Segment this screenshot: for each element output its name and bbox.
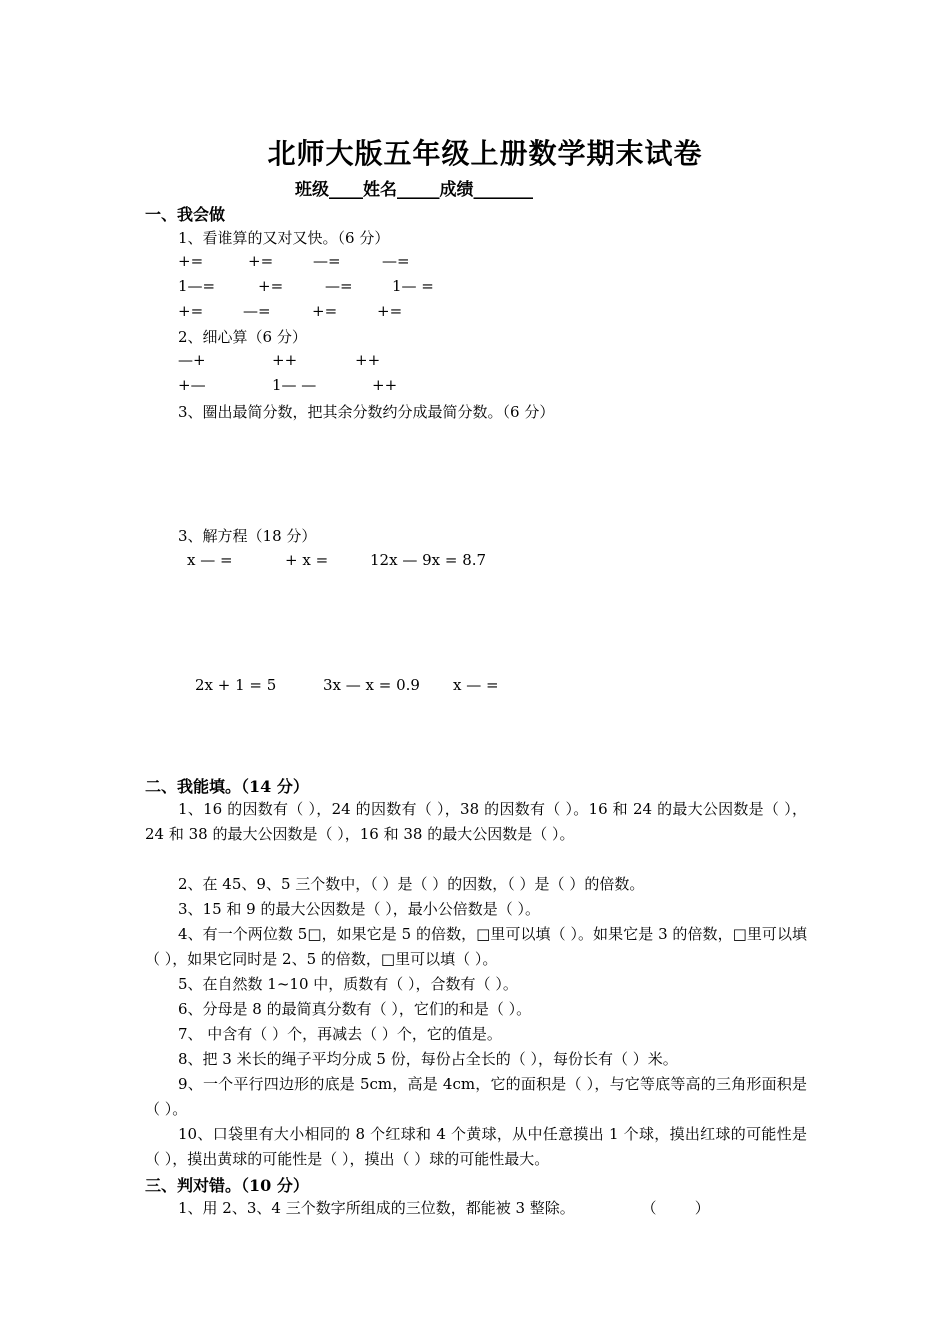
section2-heading: 二、我能填。（14 分） <box>145 777 309 796</box>
q1-row3-item3: += <box>312 302 338 320</box>
equation-4: 2x + 1 = 5 <box>195 676 277 694</box>
q1-row2-item4: 1— = <box>392 277 434 295</box>
fill-question-2: 2、在 45、9、5 三个数中，（ ）是（ ）的因数，（ ）是（ ）的倍数。 <box>178 875 645 893</box>
fill-question-10: 10、口袋里有大小相同的 8 个红球和 4 个黄球，从中任意摸出 1 个球，摸出红球的可能性是（ ），摸出黄球的可能性是（ ），摸出（ ）球的可能性最大。 <box>145 1125 807 1168</box>
section1-heading: 一、我会做 <box>145 205 226 224</box>
q1-row2-item1: 1—= <box>178 277 216 295</box>
q3-title: 3、圈出最简分数，把其余分数约分成最简分数。（6 分） <box>178 403 555 421</box>
fill-question-6: 6、分母是 8 的最简真分数有（ ），它们的和是（ ）。 <box>178 1000 532 1018</box>
q4-title: 3、解方程（18 分） <box>178 527 317 545</box>
q2-title: 2、细心算（6 分） <box>178 328 307 346</box>
equation-5: 3x — x = 0.9 <box>323 676 420 694</box>
q1-row1-item3: —= <box>313 252 341 270</box>
q1-row3-item1: += <box>178 302 204 320</box>
fill-question-1: 1、16 的因数有（ ），24 的因数有（ ），38 的因数有（ ）。16 和 24 的最大公因数是（ ），24 和 38 的最大公因数是（ ），16 和 38 的最大公因数是（ ）。 <box>145 800 807 843</box>
true-false-question-1: 1、用 2、3、4 三个数字所组成的三位数，都能被 3 整除。 （ ） <box>178 1199 710 1217</box>
q1-row1-item2: += <box>248 252 274 270</box>
q2-row2-item3: ++ <box>372 376 398 394</box>
q1-row1-item1: += <box>178 252 204 270</box>
fill-question-3: 3、15 和 9 的最大公因数是（ ），最小公倍数是（ ）。 <box>178 900 541 918</box>
fill-question-5: 5、在自然数 1~10 中，质数有（ ），合数有（ ）。 <box>178 975 518 993</box>
equation-6: x — = <box>453 676 499 694</box>
q2-row1-item2: ++ <box>272 351 298 369</box>
q1-row2-item3: —= <box>325 277 353 295</box>
q1-row3-item4: += <box>377 302 403 320</box>
q1-row3-item2: —= <box>243 302 271 320</box>
fill-question-8: 8、把 3 米长的绳子平均分成 5 份，每份占全长的（ ），每份长有（ ）米。 <box>178 1050 678 1068</box>
q1-title: 1、看谁算的又对又快。（6 分） <box>178 229 390 247</box>
fill-question-9: 9、一个平行四边形的底是 5cm，高是 4cm，它的面积是（ ），与它等底等高的三角形面积是（ ）。 <box>145 1075 807 1118</box>
equation-3: 12x — 9x = 8.7 <box>370 551 487 569</box>
q1-row1-item4: —= <box>382 252 410 270</box>
page-title: 北师大版五年级上册数学期末试卷 <box>267 137 703 170</box>
student-info-line: 班级____姓名_____成绩_______ <box>295 180 533 200</box>
section3-heading: 三、判对错。（10 分） <box>145 1176 309 1195</box>
q1-row2-item2: += <box>258 277 284 295</box>
q2-row2-item1: +— <box>178 376 206 394</box>
fill-question-7: 7、 中含有（ ）个，再减去（ ）个，它的值是。 <box>178 1025 502 1043</box>
equation-1: x — = <box>187 551 233 569</box>
q2-row2-item2: 1— — <box>272 376 317 394</box>
fill-question-4: 4、有一个两位数 5□，如果它是 5 的倍数，□里可以填（ ）。如果它是 3 的倍数，□里可以填（ ），如果它同时是 2、5 的倍数，□里可以填（ ）。 <box>145 925 807 968</box>
q2-row1-item3: ++ <box>355 351 381 369</box>
equation-2: + x = <box>285 551 329 569</box>
q2-row1-item1: —+ <box>178 351 206 369</box>
